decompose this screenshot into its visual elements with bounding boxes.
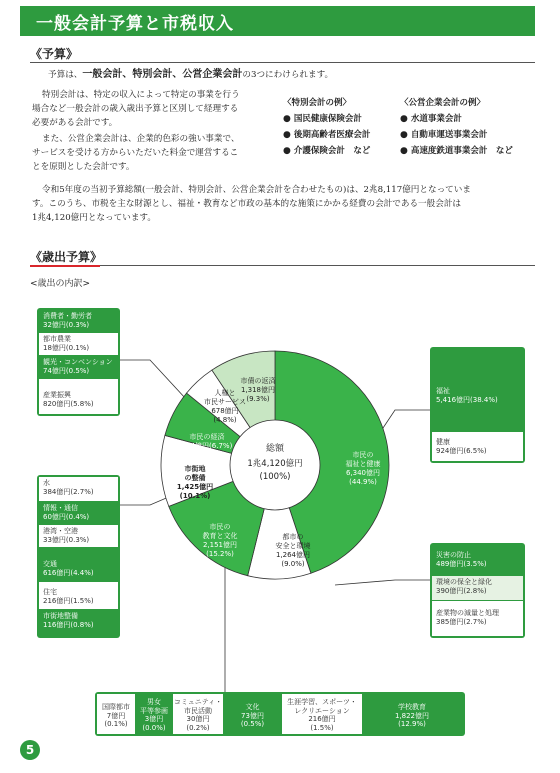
svg-text:(4.8%): (4.8%) (213, 416, 237, 424)
svg-text:1,318億円: 1,318億円 (240, 386, 276, 394)
page-title: 一般会計予算と市税収入 (36, 14, 234, 34)
svg-text:福祉と健康: 福祉と健康 (345, 460, 381, 468)
svg-text:都市の: 都市の (282, 533, 304, 541)
welfare-item: 健康 924億円(6.5%) (432, 432, 523, 461)
total-label: 総額 (265, 444, 285, 454)
welfare-item: 福祉 5,416億円(38.4%) (432, 349, 523, 431)
budget-paragraph-4: 令和5年度の当初予算総額(一般会計、特別会計、公営企業会計を合わせたもの)は、2兆8,117億円となっていま す。このうち、市税を主な財源とし、福祉・教育など市政の基本的な施策にかかる経費の会計である一般会計は 1兆4,120億円となっています。 (32, 185, 471, 223)
svg-text:(9.3%): (9.3%) (246, 395, 270, 403)
urban-item: 市街地整備 116億円(0.8%) (39, 610, 118, 636)
safety-breakdown-box (430, 543, 525, 638)
expenditure-heading: 《歳出予算》 (30, 250, 103, 264)
svg-text:1,264億円: 1,264億円 (275, 551, 311, 559)
svg-text:(44.9%): (44.9%) (349, 478, 377, 486)
education-breakdown-box (95, 692, 465, 736)
svg-text:教育と文化: 教育と文化 (202, 532, 238, 540)
budget-paragraph-2: 特別会計は、特定の収入によって特定の事業を行う 場合など一般会計の歳入歳出予算と区別して経理する 必要がある会計です。 (32, 90, 240, 128)
urban-breakdown-box (37, 475, 120, 638)
budget-paragraph-3: また、公営企業会計は、企業的色彩の強い事業で、 サービスを受ける方からいただいた料金で運営するこ とを原則とした会計です。 (32, 134, 240, 172)
svg-text:市債の返済: 市債の返済 (240, 377, 276, 385)
urban-item: 港湾・空港 33億円(0.3%) (39, 525, 118, 547)
urban-item: 情報・通信 60億円(0.4%) (39, 502, 118, 524)
svg-text:(9.0%): (9.0%) (281, 560, 305, 568)
education-item: 学校教育 1,822億円 (12.9%) (363, 694, 461, 734)
svg-text:安全と環境: 安全と環境 (275, 542, 311, 550)
expenditure-donut-chart (155, 345, 395, 585)
svg-text:6,340億円: 6,340億円 (345, 469, 381, 477)
education-item: 男女 平等参画 3億円 (0.0%) (136, 694, 172, 734)
expenditure-subheading: <歳出の内訳> (30, 279, 91, 289)
svg-text:の整備: の整備 (184, 474, 206, 482)
education-item: コミュニティ・ 市民活動 30億円 (0.2%) (173, 694, 223, 734)
svg-text:944億円(6.7%): 944億円(6.7%) (181, 442, 233, 450)
safety-item: 産業物の減量と処理 385億円(2.7%) (432, 601, 523, 636)
education-item: 生涯学習、スポーツ・ レクリエーション 216億円 (1.5%) (282, 694, 362, 734)
urban-item: 水 384億円(2.7%) (39, 477, 118, 501)
safety-item: 災害の防止 489億円(3.5%) (432, 545, 523, 575)
welfare-breakdown-box (430, 347, 525, 463)
svg-text:人権と: 人権と (214, 389, 236, 397)
special-account-examples: 〈特別会計の例〉 ● 国民健康保険会計 ● 後期高齢者医療会計 ● 介護保険会計 など (283, 96, 408, 156)
economy-item: 産業振興 820億円(5.8%) (39, 379, 118, 414)
urban-item: 住宅 216億円(1.5%) (39, 582, 118, 609)
education-item: 文化 73億円 (0.5%) (224, 694, 281, 734)
svg-text:市民サービス: 市民サービス (204, 398, 246, 406)
svg-text:(10.1%): (10.1%) (179, 492, 211, 500)
total-pct: (100%) (259, 472, 291, 482)
svg-text:678億円: 678億円 (211, 407, 239, 415)
svg-text:市街地: 市街地 (184, 465, 206, 473)
svg-text:市民の: 市民の (209, 523, 231, 531)
economy-item: 都市農業 18億円(0.1%) (39, 333, 118, 355)
economy-item: 観光・コンベンション 74億円(0.5%) (39, 356, 118, 378)
economy-item: 消費者・勤労者 32億円(0.3%) (39, 310, 118, 332)
svg-text:1,425億円: 1,425億円 (176, 483, 214, 491)
svg-text:市民の経済: 市民の経済 (189, 433, 225, 441)
urban-item: 交通 616億円(4.4%) (39, 548, 118, 581)
budget-paragraph-1: 予算は、一般会計、特別会計、公営企業会計の3つにわけられます。 (48, 69, 334, 80)
public-enterprise-examples: 〈公営企業会計の例〉 ● 水道事業会計 ● 自動車運送事業会計 ● 高速度鉄道事業会計 など (400, 96, 535, 156)
svg-text:(15.2%): (15.2%) (206, 550, 234, 558)
page-number: 5 (20, 740, 40, 760)
safety-item: 環境の保全と緑化 390億円(2.8%) (432, 576, 523, 600)
education-item: 国際都市 7億円 (0.1%) (97, 694, 135, 734)
svg-text:2,151億円: 2,151億円 (202, 541, 238, 549)
total-value: 1兆4,120億円 (247, 459, 303, 469)
economy-breakdown-box (37, 308, 120, 416)
budget-heading: 《予算》 (30, 47, 79, 61)
svg-text:市民の: 市民の (352, 451, 374, 459)
